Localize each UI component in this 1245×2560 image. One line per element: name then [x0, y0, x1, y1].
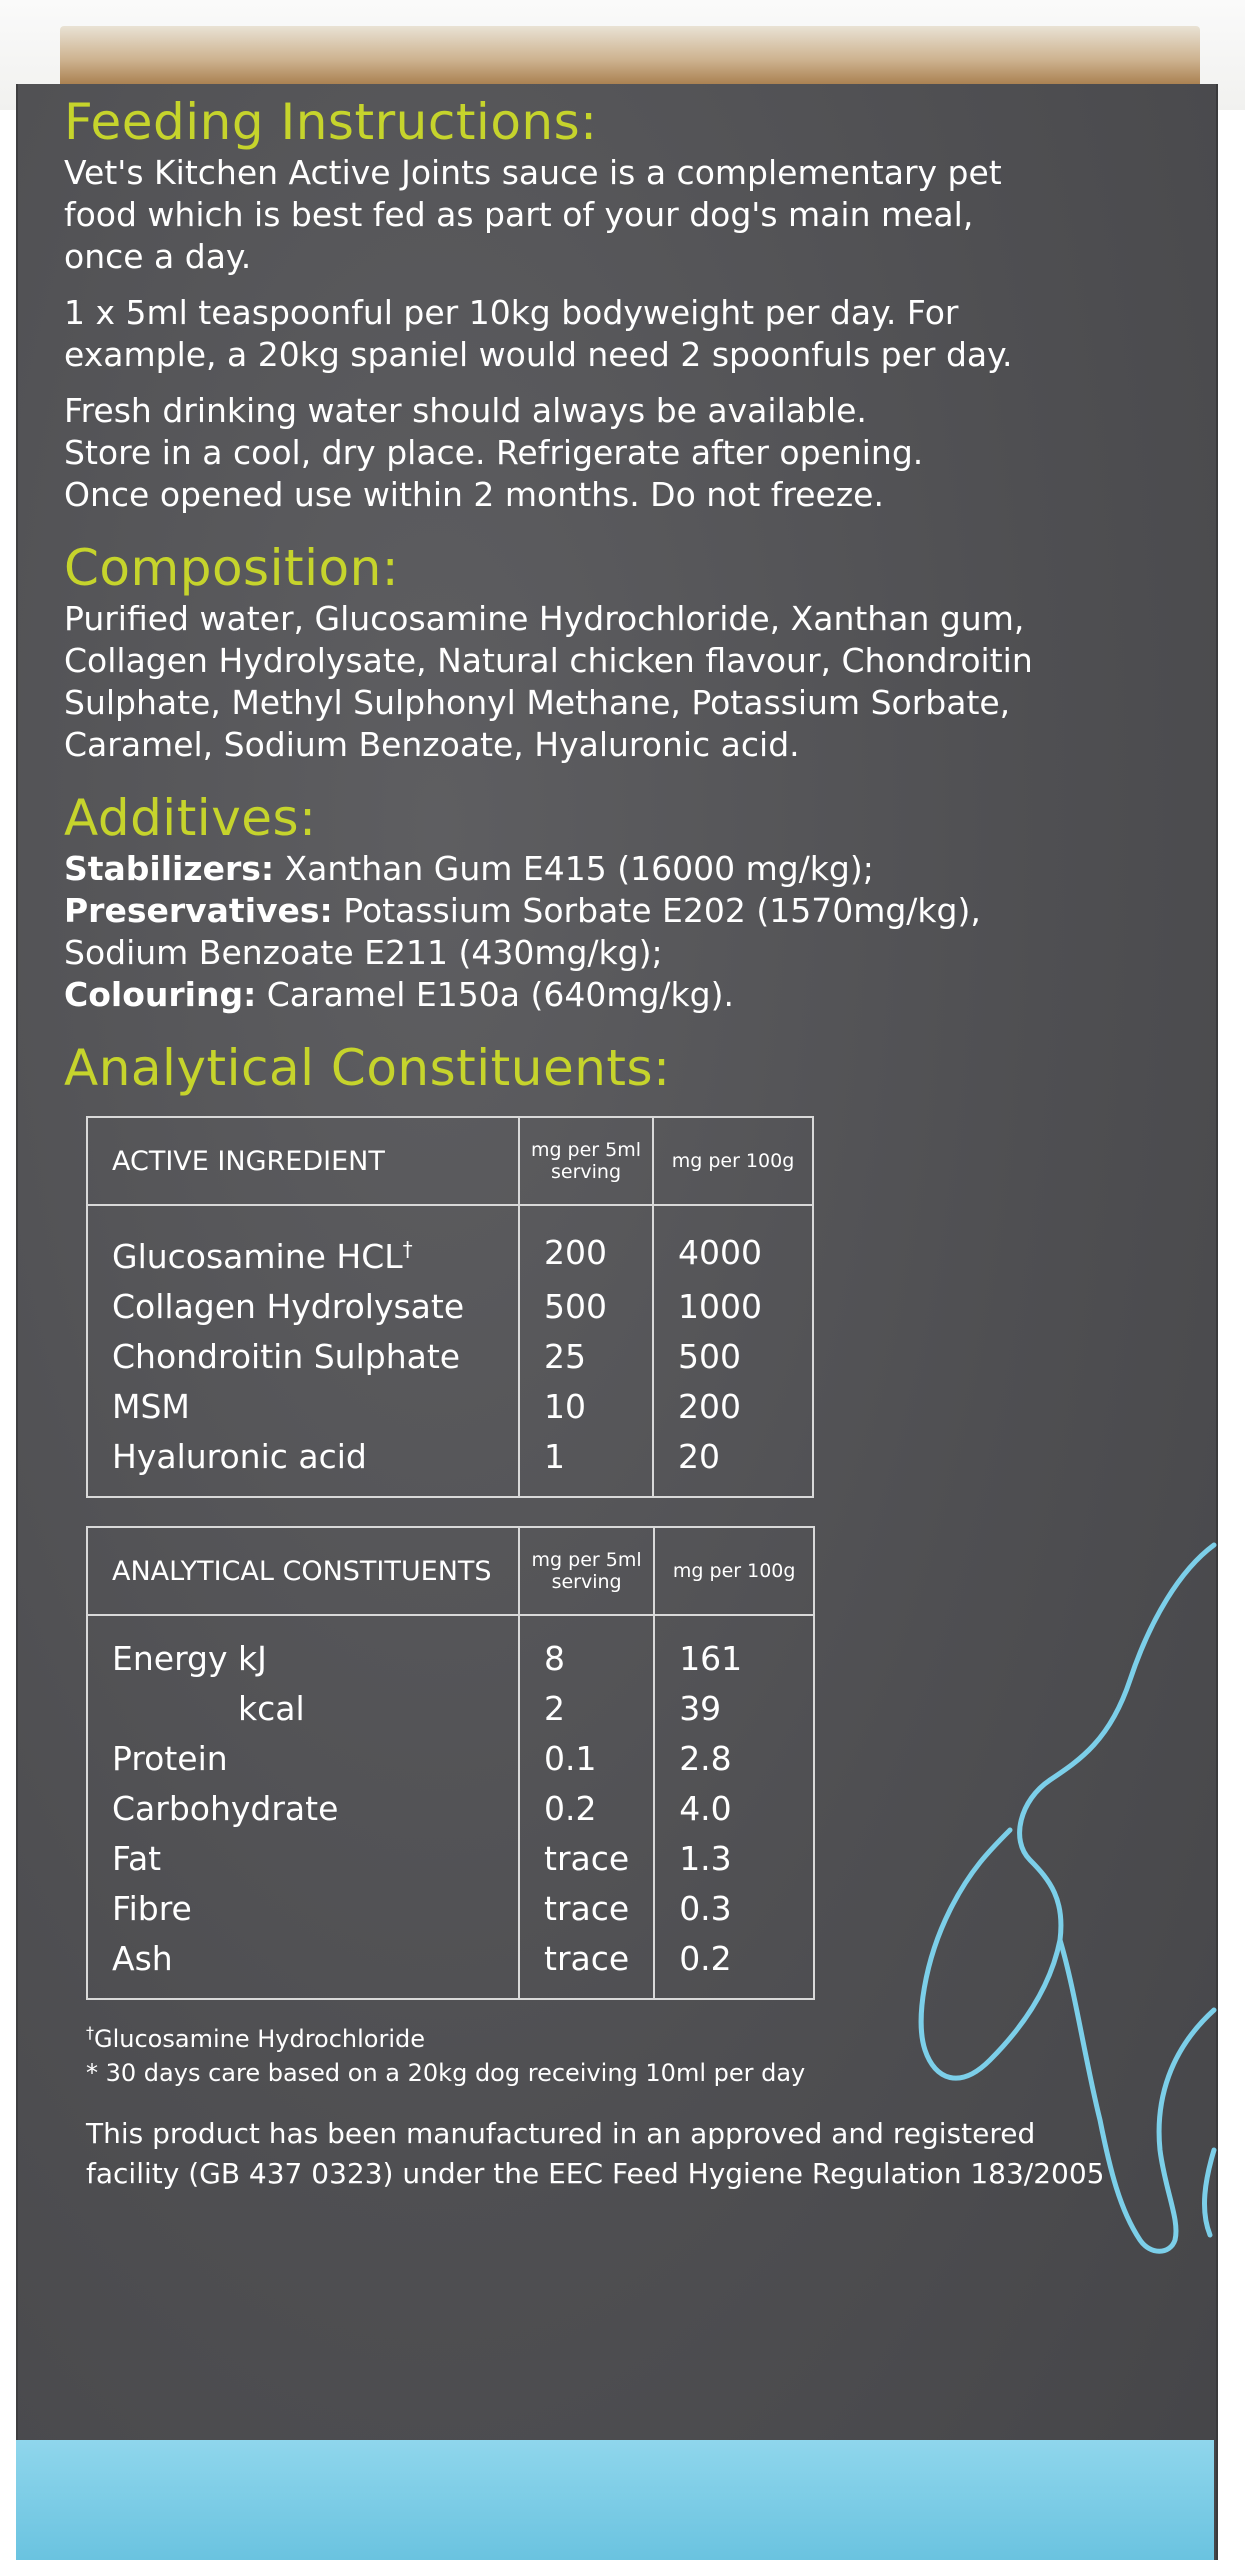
feeding-para3-line: Store in a cool, dry place. Refrigerate after opening. [64, 433, 924, 472]
serving-value: trace [519, 1834, 654, 1884]
table-row [87, 1332, 813, 1382]
legal-notice [86, 2114, 1184, 2194]
ingredient-name: Hyaluronic acid [87, 1432, 519, 1497]
serving-value: 8 [519, 1615, 654, 1684]
footnote-dagger [86, 2016, 1184, 2056]
feeding-para2-line: example, a 20kg spaniel would need 2 spoonfuls per day. [64, 335, 1013, 374]
constituent-name: Fibre [87, 1884, 519, 1934]
table-row [87, 1615, 814, 1684]
serving-value: 200 [519, 1205, 653, 1282]
stabilizers-value: Xanthan Gum E415 (16000 mg/kg); [274, 849, 874, 888]
composition-line: Caramel, Sodium Benzoate, Hyaluronic acid. [64, 725, 800, 764]
table-header: mg per 5ml serving [519, 1527, 654, 1615]
additives-heading: Additives: [64, 789, 317, 847]
table-row [87, 1784, 814, 1834]
constituent-name: Protein [87, 1734, 519, 1784]
preservatives-value: Potassium Sorbate E202 (1570mg/kg), [332, 891, 981, 930]
active-ingredient-table [86, 1116, 814, 1498]
table-header: ACTIVE INGREDIENT [87, 1117, 519, 1205]
table-row [87, 1884, 814, 1934]
table-row [87, 1382, 813, 1432]
table-row [87, 1934, 814, 1999]
preservatives-line-2: Sodium Benzoate E211 (430mg/kg); [64, 933, 663, 972]
table-row [87, 1205, 813, 1282]
table-row [87, 1734, 814, 1784]
feeding-para2-line: 1 x 5ml teaspoonful per 10kg bodyweight per day. For [64, 293, 959, 332]
table-header: mg per 100g [654, 1527, 814, 1615]
per100-value: 1000 [653, 1282, 813, 1332]
per100-value: 500 [653, 1332, 813, 1382]
ingredient-name: Glucosamine HCL [112, 1237, 403, 1276]
package-top-lip [60, 26, 1200, 88]
feeding-para1-line: Vet's Kitchen Active Joints sauce is a complementary pet [64, 153, 1002, 192]
per100-value: 2.8 [654, 1734, 814, 1784]
per100-value: 20 [653, 1432, 813, 1497]
serving-value: 10 [519, 1382, 653, 1432]
legal-line: This product has been manufactured in an approved and registered [86, 2117, 1036, 2150]
table-row [87, 1834, 814, 1884]
composition-line: Collagen Hydrolysate, Natural chicken flavour, Chondroitin [64, 641, 1033, 680]
colouring-value: Caramel E150a (640mg/kg). [256, 975, 734, 1014]
table-header: mg per 100g [653, 1117, 813, 1205]
preservatives-line [64, 890, 1184, 932]
table-row [87, 1684, 814, 1734]
feeding-para1-line: food which is best fed as part of your dog's main meal, [64, 195, 974, 234]
package-bottom-band [16, 2440, 1214, 2560]
serving-value: 500 [519, 1282, 653, 1332]
legal-line: facility (GB 437 0323) under the EEC Feed Hygiene Regulation 183/2005 [86, 2157, 1105, 2190]
colouring-label: Colouring: [64, 975, 257, 1014]
ingredient-name: Chondroitin Sulphate [87, 1332, 519, 1382]
table-row [87, 1282, 813, 1332]
table-row [87, 1432, 813, 1497]
ingredient-name: MSM [87, 1382, 519, 1432]
stabilizers-label: Stabilizers: [64, 849, 275, 888]
footnote-text: Glucosamine Hydrochloride [94, 2025, 426, 2053]
table-header: mg per 5ml serving [519, 1117, 653, 1205]
serving-value: trace [519, 1934, 654, 1999]
per100-value: 4.0 [654, 1784, 814, 1834]
per100-value: 39 [654, 1684, 814, 1734]
constituent-name: Fat [87, 1834, 519, 1884]
serving-value: 25 [519, 1332, 653, 1382]
per100-value: 4000 [653, 1205, 813, 1282]
per100-value: 0.3 [654, 1884, 814, 1934]
serving-value: 2 [519, 1684, 654, 1734]
composition-line: Purified water, Glucosamine Hydrochloride, Xanthan gum, [64, 599, 1025, 638]
per100-value: 200 [653, 1382, 813, 1432]
feeding-heading: Feeding Instructions: [64, 93, 598, 151]
ingredient-name: Collagen Hydrolysate [87, 1282, 519, 1332]
constituent-name: Ash [87, 1934, 519, 1999]
colouring-line [64, 974, 1184, 1016]
feeding-para3-line: Fresh drinking water should always be available. [64, 391, 867, 430]
constituent-name: Energy kJ [87, 1615, 519, 1684]
analytical-constituents-table [86, 1526, 815, 2000]
feeding-para1-line: once a day. [64, 237, 252, 276]
per100-value: 1.3 [654, 1834, 814, 1884]
constituent-name: Carbohydrate [87, 1784, 519, 1834]
dagger-mark: † [402, 1237, 413, 1261]
per100-value: 0.2 [654, 1934, 814, 1999]
composition-line: Sulphate, Methyl Sulphonyl Methane, Potassium Sorbate, [64, 683, 1011, 722]
per100-value: 161 [654, 1615, 814, 1684]
label-content [64, 92, 1184, 2194]
stabilizers-line [64, 848, 1184, 890]
serving-value: 1 [519, 1432, 653, 1497]
composition-heading: Composition: [64, 539, 400, 597]
dagger-symbol: † [86, 2023, 94, 2042]
table-header: ANALYTICAL CONSTITUENTS [87, 1527, 519, 1615]
constituent-name: kcal [87, 1684, 519, 1734]
serving-value: trace [519, 1884, 654, 1934]
footnotes [86, 2016, 1184, 2090]
feeding-para3-line: Once opened use within 2 months. Do not freeze. [64, 475, 884, 514]
footnote-asterisk: * 30 days care based on a 20kg dog receiving 10ml per day [86, 2059, 806, 2087]
preservatives-label: Preservatives: [64, 891, 333, 930]
analytical-heading: Analytical Constituents: [64, 1039, 671, 1097]
serving-value: 0.1 [519, 1734, 654, 1784]
serving-value: 0.2 [519, 1784, 654, 1834]
